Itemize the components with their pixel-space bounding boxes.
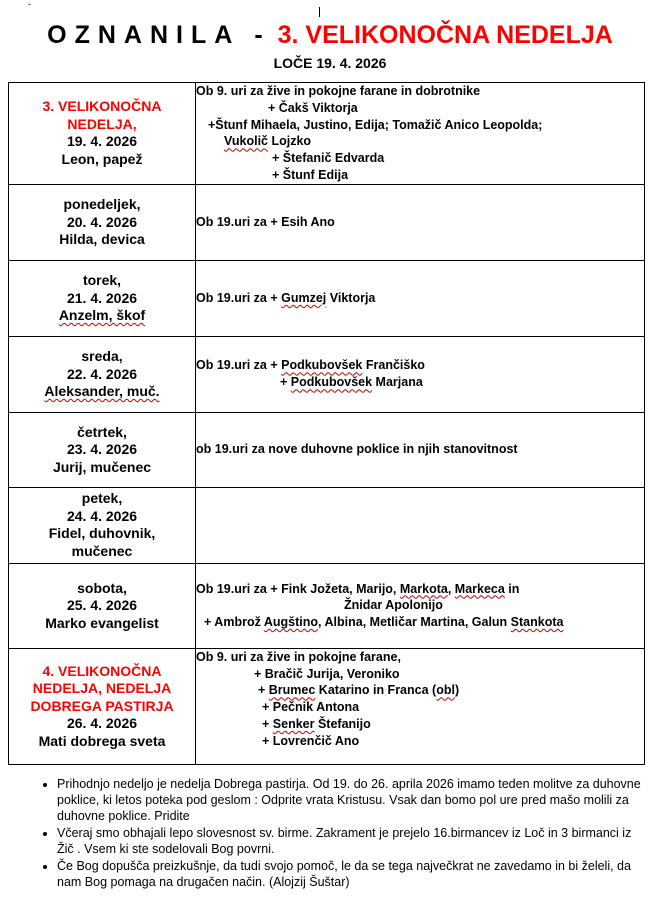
- mass-intention-line: [196, 597, 644, 614]
- schedule-row: [9, 184, 645, 260]
- mass-intention-line: [196, 614, 644, 631]
- day-line: NEDELJA, NEDELJA: [32, 680, 172, 697]
- mass-intention-line: [196, 150, 644, 167]
- day-cell: [9, 648, 196, 764]
- schedule-row: [9, 260, 645, 336]
- intention-text: + Bračič Jurija, Veroniko: [254, 666, 400, 681]
- intention-text: Marjana: [372, 375, 423, 390]
- spellcheck-word: Gumzej: [281, 290, 327, 305]
- day-line: Mati dobrega sveta: [38, 732, 166, 749]
- intention-text: +: [280, 375, 291, 390]
- day-cell: [9, 184, 196, 260]
- intention-text: +: [262, 716, 273, 731]
- mass-intentions-cell: [196, 412, 645, 487]
- day-line: Marko evangelist: [45, 614, 159, 631]
- day-line: Hilda, devica: [59, 231, 145, 248]
- day-line: Leon, papež: [61, 150, 143, 167]
- mass-intention-line: [196, 649, 644, 666]
- mass-intention-line: [196, 357, 644, 374]
- day-line: sreda,: [81, 348, 123, 365]
- page-subtitle: LOČE 19. 4. 2026: [273, 55, 387, 71]
- spellcheck-word: Stankota: [510, 615, 564, 630]
- day-line: DOBREGA PASTIRJA: [30, 697, 174, 714]
- announcement-item: • Včeraj smo obhajali lepo slovesnost sv. birme. Zakrament je prejelo 16.birmancev iz Loč in 3 birmanci iz Žič . Vsem ki ste sodelovali Bog povrni.: [57, 825, 647, 857]
- intention-text: ,: [447, 581, 455, 596]
- mass-intention-line: [196, 441, 644, 458]
- mass-intention-line: [196, 682, 644, 699]
- day-line: 3. VELIKONOČNA: [42, 98, 162, 115]
- intention-text: Katarino in Franca (: [315, 683, 437, 698]
- intention-text: + Štefanič Edvarda: [272, 151, 385, 166]
- mass-schedule-table: [8, 82, 645, 765]
- mass-intention-line: [196, 167, 644, 184]
- mass-intentions-cell: [196, 83, 645, 185]
- mass-intention-line: [196, 733, 644, 750]
- intention-text: Viktorja: [326, 290, 376, 305]
- schedule-row: [9, 412, 645, 487]
- intention-text: Ob 19.uri za +: [196, 290, 282, 305]
- spellcheck-word: Brumec: [268, 683, 316, 698]
- mass-intention-line: [196, 716, 644, 733]
- mass-intention-line: [196, 100, 644, 117]
- mass-intentions-cell: [196, 336, 645, 412]
- day-line: Anzelm, škof: [58, 307, 146, 324]
- day-cell: [9, 260, 196, 336]
- day-line: petek,: [81, 490, 123, 507]
- announcement-item: • Prihodnjo nedeljo je nedelja Dobrega pastirja. Od 19. do 26. aprila 2026 imamo teden molitve za duhovne poklice, ki letos poteka pod geslom : Odprite vrata Kristusu. Vsak dan bomo pol ure pred mašo molili za duhovne poklice. Pridite: [57, 776, 647, 824]
- day-cell: [9, 563, 196, 648]
- day-cell: [9, 336, 196, 412]
- schedule-row: [9, 336, 645, 412]
- intention-text: Žnidar Apolonijo: [344, 598, 443, 613]
- day-line: 24. 4. 2026: [66, 507, 138, 524]
- intention-text: + Pečnik Antona: [262, 700, 360, 715]
- intention-text: +: [258, 683, 269, 698]
- day-line: sobota,: [77, 579, 127, 596]
- day-cell: [9, 83, 196, 185]
- mass-intention-line: [196, 133, 644, 150]
- intention-text: ob 19.uri za nove duhovne poklice in njih stanovitnost: [196, 442, 518, 457]
- mass-intentions-cell: [196, 260, 645, 336]
- mass-intention-line: [196, 374, 644, 391]
- mass-intentions-cell: [196, 648, 645, 764]
- day-line: 22. 4. 2026: [66, 365, 138, 382]
- mass-intention-line: [196, 290, 644, 307]
- mass-intention-line: [196, 214, 644, 231]
- intention-text: Štefanijo: [314, 716, 371, 731]
- day-line: 4. VELIKONOČNA: [42, 662, 162, 679]
- intention-text: ): [454, 683, 460, 698]
- spellcheck-word: Podkubovšek: [290, 375, 373, 390]
- intention-text: Ob 19.uri za +: [196, 358, 282, 373]
- intention-text: Ob 9. uri za žive in pokojne farane,: [196, 649, 401, 664]
- intention-text: Ob 19.uri za + Esih Ano: [196, 214, 335, 229]
- day-cell: [9, 412, 196, 487]
- schedule-row: [9, 648, 645, 764]
- corner-mark: -: [28, 0, 31, 9]
- day-cell: [9, 487, 196, 563]
- day-line: 23. 4. 2026: [66, 441, 138, 458]
- mass-intentions-cell: [196, 184, 645, 260]
- day-line: NEDELJA,: [67, 115, 137, 132]
- title-oznanila: OZNANILA -: [47, 21, 271, 49]
- day-line: mučenec: [71, 542, 133, 559]
- day-line: 20. 4. 2026: [66, 213, 138, 230]
- mass-intention-line: [196, 581, 644, 598]
- day-line: Jurij, mučenec: [52, 458, 152, 475]
- intention-text: Frančiško: [362, 358, 425, 373]
- mass-intentions-cell: [196, 487, 645, 563]
- mass-intention-line: [196, 666, 644, 683]
- schedule-row: [9, 487, 645, 563]
- intention-text: + Štunf Edija: [272, 167, 349, 182]
- day-line: Aleksander, muč.: [44, 383, 160, 400]
- schedule-row: [9, 563, 645, 648]
- intention-text: Ob 9. uri za žive in pokojne farane in dobrotnike: [196, 84, 481, 98]
- schedule-body: [9, 83, 645, 765]
- day-line: četrtek,: [77, 423, 127, 440]
- spellcheck-word: Podkubovšek: [281, 358, 363, 373]
- spellcheck-word: Senker: [272, 716, 315, 731]
- spellcheck-word: Augštino: [263, 615, 319, 630]
- text-cursor: [319, 7, 320, 17]
- announcements-list: [33, 776, 647, 891]
- intention-text: Ob 19.uri za + Fink Jožeta, Marijo,: [196, 581, 400, 596]
- intention-text: in: [504, 581, 520, 596]
- mass-intention-line: [196, 699, 644, 716]
- spellcheck-word: Vukolič: [224, 134, 268, 149]
- spellcheck-word: Markota: [399, 581, 448, 596]
- mass-intention-line: [196, 83, 644, 100]
- intention-text: +Štunf Mihaela, Justino, Edija; Tomažič Anico Leopolda;: [208, 117, 543, 132]
- page-title: [0, 20, 660, 50]
- title-sunday: 3. VELIKONOČNA NEDELJA: [277, 21, 613, 49]
- mass-intention-line: [196, 117, 644, 134]
- intention-text: Lojzko: [268, 134, 312, 149]
- day-line: torek,: [82, 272, 122, 289]
- announcement-item: • Če Bog dopušča preizkušnje, da tudi svojo pomoč, le da se tega največkrat ne zavedamo in bi želeli, da nam Bog pomaga na drugačen način. (Alojzij Šuštar): [57, 858, 647, 890]
- intention-text: + Ambrož: [204, 615, 264, 630]
- spellcheck-word: Markeca: [454, 581, 505, 596]
- intention-text: + Lovrenčič Ano: [262, 733, 360, 748]
- day-line: 19. 4. 2026: [66, 133, 138, 150]
- day-line: 21. 4. 2026: [66, 289, 138, 306]
- intention-text: , Albina, Metličar Martina, Galun: [318, 615, 511, 630]
- intention-text: + Čakš Viktorja: [268, 100, 358, 115]
- day-line: ponedeljek,: [63, 196, 141, 213]
- mass-intentions-cell: [196, 563, 645, 648]
- day-line: 26. 4. 2026: [66, 715, 138, 732]
- schedule-row: [9, 83, 645, 185]
- day-line: 25. 4. 2026: [66, 597, 138, 614]
- spellcheck-word: obl: [436, 683, 455, 698]
- day-line: Fidel, duhovnik,: [48, 525, 156, 542]
